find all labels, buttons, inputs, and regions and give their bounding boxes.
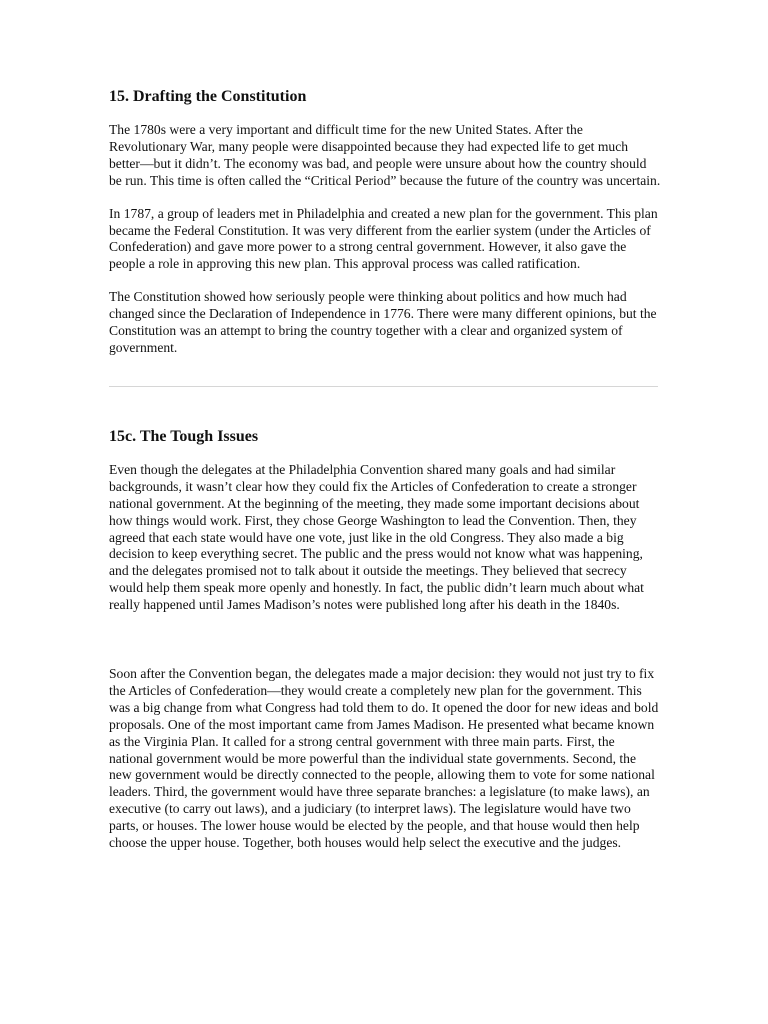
paragraph: Even though the delegates at the Philadelphia Convention shared many goals and had similar backgrounds, it wasn’t clear how they could fix the Articles of Confederation to create a stronger national government. At the beginning of the meeting, they made some important decisions about how things would work. First, they chose George Washington to lead the Convention. Then, they agreed that each state would have one vote, just like in the old Congress. They also made a big decision to keep everything secret. The public and the press would not know what was happening, and the delegates promised not to talk about it outside the meetings. They believed that secrecy would help them speak more openly and honestly. In fact, the public didn’t learn much about what really happened until James Madison’s notes were published long after his death in the 1840s. — [109, 461, 644, 613]
paragraph: The 1780s were a very important and difficult time for the new United States. After the Revolutionary War, many people were disappointed because they had expected life to get much better—but it didn’t. The economy was bad, and people were unsure about how the country should be run. This time is often called the “Critical Period” because the future of the country was uncertain. — [109, 122, 661, 188]
section-divider — [109, 386, 658, 387]
section-title: 15. Drafting the Constitution — [109, 88, 307, 105]
section-title: 15c. The Tough Issues — [109, 427, 259, 445]
section-drafting-constitution — [109, 87, 661, 357]
paragraph: Soon after the Convention began, the delegates made a major decision: they would not just try to fix the Articles of Confederation—they would create a completely new plan for the government. This was a big change from what Congress had told them to do. It opened the door for new ideas and bold proposals. One of the most important came from James Madison. He presented what became known as the Virginia Plan. It called for a strong central government with three main parts. First, the national government would be more powerful than the individual state governments. Second, the new government would be directly connected to the people, allowing them to vote for some national leaders. Third, the government would have three separate branches: a legislature (to make laws), an executive (to carry out laws), and a judiciary (to interpret laws). The legislature would have two parts, or houses. The lower house would be elected by the people, and that house would then help choose the upper house. Together, both houses would help select the executive and the judges. — [109, 666, 659, 851]
paragraph: In 1787, a group of leaders met in Philadelphia and created a new plan for the government. This plan became the Federal Constitution. It was very different from the earlier system (under the Articles of Confederation) and gave more power to a strong central government. However, it also gave the people a role in approving this new plan. This approval process was called ratification. — [109, 205, 658, 272]
paragraph: The Constitution showed how seriously people were thinking about politics and how much had changed since the Declaration of Independence in 1776. There were many different opinions, but the Constitution was an attempt to bring the country together with a clear and organized system of government. — [109, 289, 657, 355]
document-page — [109, 87, 661, 852]
section-tough-issues — [109, 427, 661, 852]
